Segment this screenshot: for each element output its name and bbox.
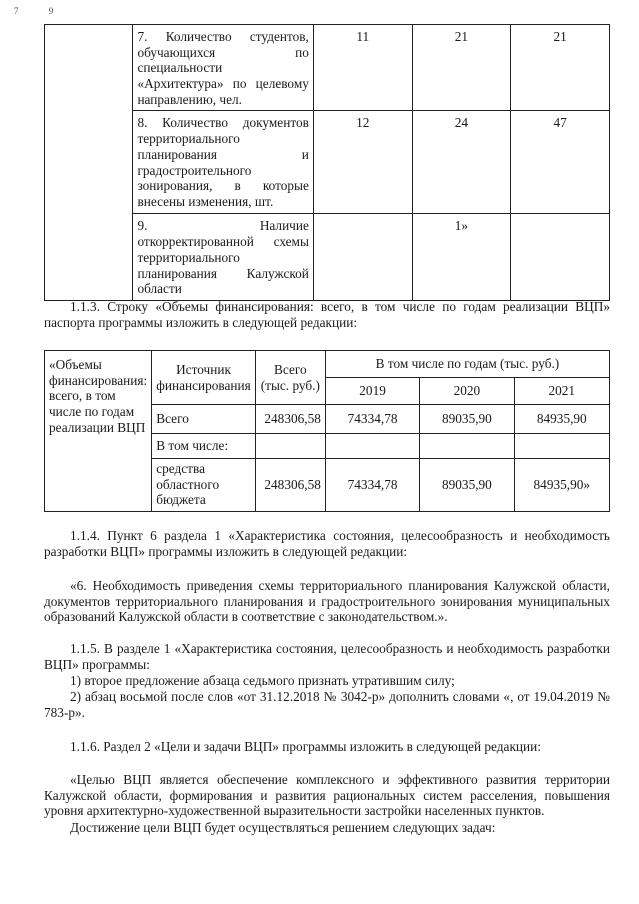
indicators-table — [44, 24, 610, 301]
indicator-label: 8. Количество документов территориального планирования и градостроительного зонирования, в которые внесены изменения, шт. — [133, 111, 313, 214]
value-2021-cell: 84935,90» — [514, 459, 609, 512]
source-cell: В том числе: — [152, 434, 256, 459]
indicator-value-2: 21 — [412, 25, 511, 111]
financing-table — [44, 350, 610, 512]
value-2020-cell: 89035,90 — [420, 405, 514, 434]
indicator-value-3: 47 — [511, 111, 610, 214]
value-2020-cell: 89035,90 — [420, 459, 514, 512]
table-row — [45, 25, 610, 111]
table-header-row — [45, 351, 610, 378]
list-item-1: 1) второе предложение абзаца седьмого признать утратившим силу; — [70, 673, 455, 688]
header-source: Источник финансирования — [152, 351, 256, 405]
indicator-label: 9. Наличие откорректированной схемы территориального планирования Калужской области — [133, 214, 313, 300]
total-cell: 248306,58 — [255, 405, 325, 434]
header-years: В том числе по годам (тыс. руб.) — [325, 351, 609, 378]
paragraph-1-1-3: 1.1.3. Строку «Объемы финансирования: всего, в том числе по годам реализации ВЦП» паспорта программы изложить в следующей редакции: — [44, 299, 610, 330]
value-2019-cell: 74334,78 — [325, 459, 419, 512]
financing-row-label: «Объемы финансирования: всего, в том числе по годам реализации ВЦП — [45, 351, 152, 512]
header-year-2021: 2021 — [514, 378, 609, 405]
indicator-value-1 — [313, 214, 412, 300]
value-2021-cell: 84935,90 — [514, 405, 609, 434]
paragraph-goal: «Целью ВЦП является обеспечение комплексного и эффективного развития территории Калужской области, формирования и развития рациональных систем расселения, повышения уровня архитектурно-художественной выразительности застройки населенных пунктов. — [44, 772, 610, 819]
value-2019-cell: 74334,78 — [325, 405, 419, 434]
header-year-2020: 2020 — [420, 378, 514, 405]
source-cell: средства областного бюджета — [152, 459, 256, 512]
empty-cell — [45, 25, 133, 301]
corner-marks: 7 9 — [14, 6, 68, 16]
total-cell: 248306,58 — [255, 459, 325, 512]
indicator-label: 7. Количество студентов, обучающихся по специальности «Архитектура» по целевому направлению, чел. — [133, 25, 313, 111]
paragraph-1-1-6: 1.1.6. Раздел 2 «Цели и задачи ВЦП» программы изложить в следующей редакции: — [70, 739, 541, 754]
indicator-value-1: 12 — [313, 111, 412, 214]
indicator-value-1: 11 — [313, 25, 412, 111]
value-2021-cell — [514, 434, 609, 459]
value-2020-cell — [420, 434, 514, 459]
indicator-value-3 — [511, 214, 610, 300]
value-2019-cell — [325, 434, 419, 459]
indicator-value-3: 21 — [511, 25, 610, 111]
header-total: Всего (тыс. руб.) — [255, 351, 325, 405]
paragraph-goal-tasks: Достижение цели ВЦП будет осуществляться решением следующих задач: — [70, 820, 496, 835]
header-year-2019: 2019 — [325, 378, 419, 405]
paragraph-1-1-4: 1.1.4. Пункт 6 раздела 1 «Характеристика состояния, целесообразность и необходимость разработки ВЦП» программы изложить в следующей редакции: — [44, 528, 610, 559]
source-cell: Всего — [152, 405, 256, 434]
paragraph-point-6: «6. Необходимость приведения схемы территориального планирования Калужской области, документов территориального планирования и градостроительного зонирования муниципальных образований Калужской области в соответствие с законодательством.». — [44, 578, 610, 625]
total-cell — [255, 434, 325, 459]
indicator-value-2: 1» — [412, 214, 511, 300]
paragraph-1-1-5: 1.1.5. В разделе 1 «Характеристика состояния, целесообразность и необходимость разработки ВЦП» программы: — [44, 641, 610, 672]
list-item-2: 2) абзац восьмой после слов «от 31.12.2018 № 3042-р» дополнить словами «, от 19.04.2019 № 783-р». — [44, 689, 610, 720]
indicator-value-2: 24 — [412, 111, 511, 214]
